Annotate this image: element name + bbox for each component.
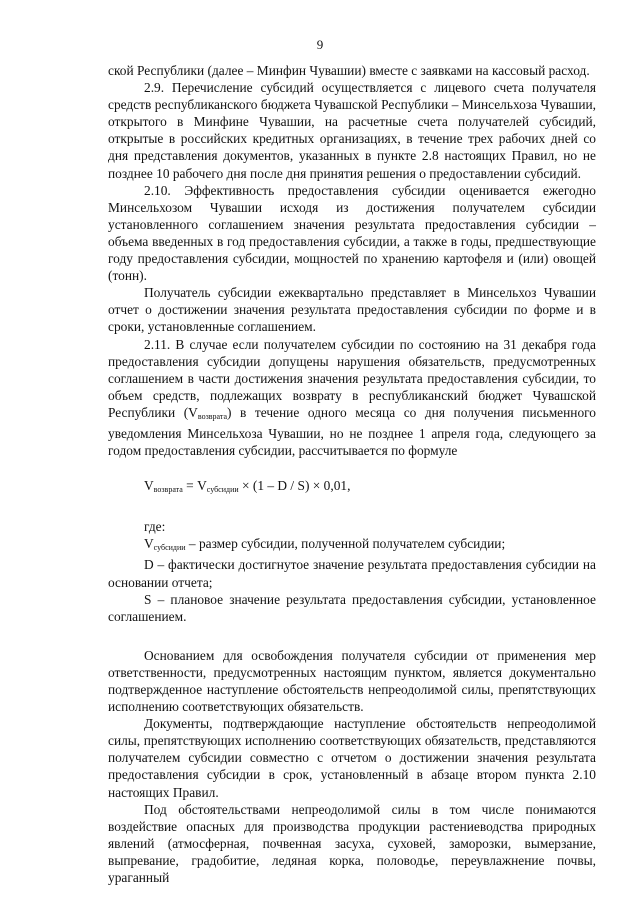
paragraph-report: Получатель субсидии ежеквартально представляет в Минсельхоз Чувашии отчет о достижении значения результата предоставления субсидии по форме и в сроки, установленные соглашением. — [108, 285, 596, 335]
where-item-d: D – фактически достигнутое значение результата предоставления субсидии на основании отчета; — [108, 557, 596, 590]
where-label: где: — [144, 519, 166, 535]
paragraph-force-majeure-docs: Документы, подтверждающие наступление обстоятельств непреодолимой силы, препятствующих исполнению соответствующих обязательств, представляются получателем субсидии совместно с отчетом о достижении значения результата предоставления субсидии в срок, установленный в абзаце втором пункта 2.10 настоящих Правил. — [108, 716, 596, 800]
where-item-v: $V_{субсидии}$ – размер субсидии, полученной получателем субсидии; — [144, 536, 506, 553]
paragraph-2-10: 2.10. Эффективность предоставления субсидии оценивается ежегодно Минсельхозом Чувашии исходя из достижения получателем субсидии установленного соглашением значения результата предоставления субсидии – объема введенных в год предоставления субсидии, а также в годы, предшествующие году предоставления субсидии, мощностей по хранению картофеля и (или) овощей (тонн). — [108, 182, 596, 284]
document-body — [108, 62, 596, 886]
paragraph-continued: ской Республики (далее – Минфин Чувашии) вместе с заявками на кассовый расход. — [108, 63, 590, 78]
paragraph-force-majeure-basis: Основанием для освобождения получателя субсидии от применения мер ответственности, предусмотренных настоящим пунктом, является документально подтвержденное наступление обстоятельств непреодолимой силы, препятствующих исполнению соответствующих обязательств. — [108, 647, 596, 715]
paragraph-force-majeure-definition: Под обстоятельствами непреодолимой силы в том числе понимаются воздействие опасных для производства продукции растениеводства природных явлений (атмосферная, почвенная засуха, суховей, заморозки, вымерзание, выпревание, градобитие, ледяная корка, половодье, переувлажнение почвы, ураганный — [108, 801, 596, 886]
where-item-s: S – плановое значение результата предоставления субсидии, установленное соглашением. — [108, 591, 596, 624]
paragraph-2-9: 2.9. Перечисление субсидий осуществляется с лицевого счета получателя средств республиканского бюджета Чувашской Республики – Минсельхоза Чувашии, открытого в Минфине Чувашии, на расчетные счета получателей субсидий, открытые в российских кредитных организациях, в течение трех рабочих дней со дня представления документов, указанных в пункте 2.8 настоящих Правил, но не позднее 10 рабочего дня после дня принятия решения о предоставлении субсидий. — [108, 80, 596, 181]
page-number: 9 — [316, 37, 324, 52]
paragraph-2-11: 2.11. В случае если получателем субсидии по состоянию на 31 декабря года предоставления субсидии допущены нарушения обязательств, предусмотренных соглашением в части достижения значения результата предоставления субсидии, то объем средств, подлежащих возврату в республиканский бюджет Чувашской Республики $(V_{возврата})$ в течение одного месяца со дня получения письменного уведомления Минсельхоза Чувашии, но не позднее 1 апреля года, следующего за годом предоставления субсидии, рассчитывается по формуле — [108, 336, 596, 459]
return-formula: $V_{возврата} = V_{субсидии} \times (1 - D / S) \times 0,01$, — [144, 478, 351, 495]
spacer — [108, 625, 596, 647]
